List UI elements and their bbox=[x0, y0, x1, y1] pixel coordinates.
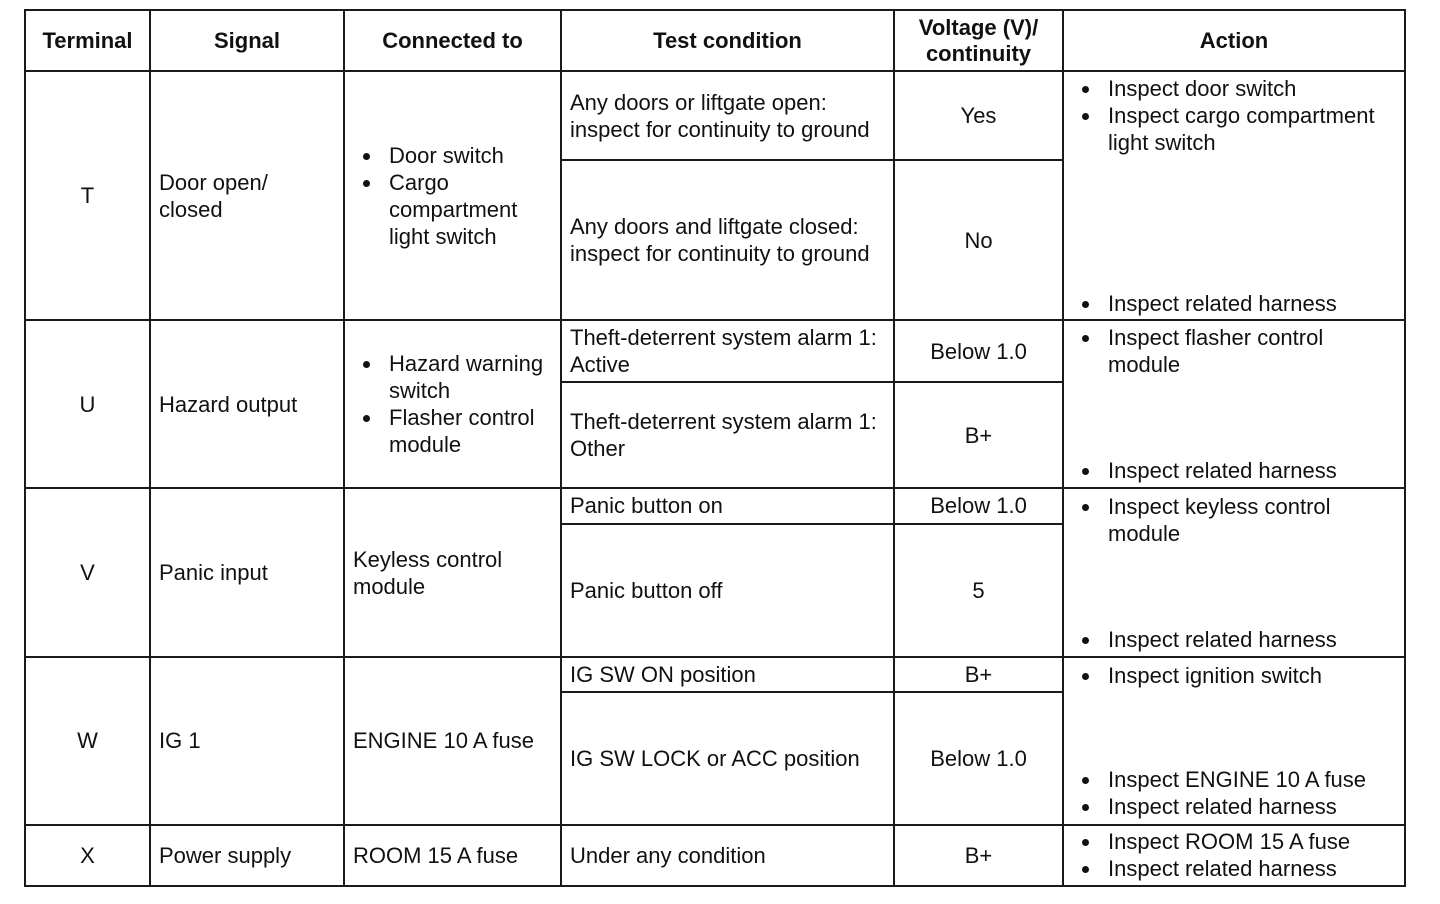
test-condition-cell: Any doors or liftgate open: inspect for continuity to ground bbox=[561, 71, 894, 160]
table-row bbox=[25, 825, 1405, 886]
connected-to-cell: ROOM 15 A fuse bbox=[344, 825, 561, 886]
test-condition-cell: Theft-deterrent system alarm 1: Other bbox=[561, 382, 894, 488]
terminal-inspection-table bbox=[24, 9, 1406, 887]
header-voltage-line1: Voltage (V)/ bbox=[918, 14, 1039, 40]
action-list bbox=[1072, 457, 1396, 484]
list-item: • Hazard warning switch bbox=[383, 350, 552, 404]
value-cell: Below 1.0 bbox=[894, 692, 1063, 825]
terminal-cell: T bbox=[25, 71, 150, 320]
header-action: Action bbox=[1063, 10, 1405, 71]
connected-to-cell: ENGINE 10 A fuse bbox=[344, 657, 561, 825]
signal-cell: Hazard output bbox=[150, 320, 344, 488]
header-voltage bbox=[894, 10, 1063, 71]
list-item: • Inspect door switch bbox=[1102, 75, 1396, 102]
table-row bbox=[25, 320, 1405, 382]
table-row bbox=[25, 71, 1405, 160]
header-voltage-line2: continuity bbox=[925, 40, 1032, 66]
action-list bbox=[1072, 75, 1396, 102]
list-item: • Flasher control module bbox=[383, 404, 552, 458]
signal-cell: Door open/ closed bbox=[150, 71, 344, 320]
list-item: • Inspect related harness bbox=[1102, 793, 1396, 820]
test-condition-cell: IG SW LOCK or ACC position bbox=[561, 692, 894, 825]
test-condition-cell: Panic button off bbox=[561, 524, 894, 657]
action-cell bbox=[1063, 71, 1405, 320]
test-condition-cell: IG SW ON position bbox=[561, 657, 894, 692]
terminal-cell: V bbox=[25, 488, 150, 656]
list-item: • Inspect related harness bbox=[1102, 855, 1396, 882]
list-item: • Inspect cargo compartment light switch bbox=[1102, 102, 1396, 156]
list-item: • Inspect related harness bbox=[1102, 626, 1396, 653]
header-row bbox=[25, 10, 1405, 71]
value-cell: 5 bbox=[894, 524, 1063, 657]
action-cell bbox=[1063, 825, 1405, 886]
test-condition-cell: Any doors and liftgate closed: inspect for continuity to ground bbox=[561, 160, 894, 320]
header-terminal: Terminal bbox=[25, 10, 150, 71]
list-item: • Inspect flasher control module bbox=[1102, 324, 1396, 378]
value-cell: Below 1.0 bbox=[894, 320, 1063, 382]
action-cell bbox=[1063, 657, 1405, 825]
terminal-cell: U bbox=[25, 320, 150, 488]
connected-to-cell bbox=[344, 320, 561, 488]
value-cell: B+ bbox=[894, 382, 1063, 488]
list-item: • Inspect related harness bbox=[1102, 457, 1396, 484]
terminal-cell: X bbox=[25, 825, 150, 886]
list-item: • Cargo compartment light switch bbox=[383, 169, 552, 250]
signal-cell: Panic input bbox=[150, 488, 344, 656]
signal-cell: Power supply bbox=[150, 825, 344, 886]
list-item: • Inspect ENGINE 10 A fuse bbox=[1102, 766, 1396, 793]
value-cell: B+ bbox=[894, 657, 1063, 692]
value-cell: B+ bbox=[894, 825, 1063, 886]
terminal-cell: W bbox=[25, 657, 150, 825]
header-connected-to: Connected to bbox=[344, 10, 561, 71]
action-list bbox=[1072, 766, 1396, 820]
value-cell: Below 1.0 bbox=[894, 488, 1063, 523]
action-list bbox=[1072, 102, 1396, 156]
action-list bbox=[1072, 626, 1396, 653]
action-cell bbox=[1063, 320, 1405, 488]
signal-cell: IG 1 bbox=[150, 657, 344, 825]
header-signal: Signal bbox=[150, 10, 344, 71]
list-item: • Inspect keyless control module bbox=[1102, 493, 1396, 547]
list-item: • Door switch bbox=[383, 142, 552, 169]
connected-to-list bbox=[353, 350, 552, 458]
connected-to-cell: Keyless control module bbox=[344, 488, 561, 656]
action-cell bbox=[1063, 488, 1405, 656]
action-list bbox=[1072, 324, 1396, 378]
list-item: • Inspect related harness bbox=[1102, 290, 1396, 317]
test-condition-cell: Under any condition bbox=[561, 825, 894, 886]
connected-to-cell bbox=[344, 71, 561, 320]
header-test-condition: Test condition bbox=[561, 10, 894, 71]
action-list bbox=[1072, 290, 1396, 317]
action-list bbox=[1072, 662, 1396, 689]
value-cell: No bbox=[894, 160, 1063, 320]
connected-to-list bbox=[353, 142, 552, 250]
table-row bbox=[25, 488, 1405, 523]
test-condition-cell: Theft-deterrent system alarm 1: Active bbox=[561, 320, 894, 382]
list-item: • Inspect ignition switch bbox=[1102, 662, 1396, 689]
value-cell: Yes bbox=[894, 71, 1063, 160]
list-item: • Inspect ROOM 15 A fuse bbox=[1102, 828, 1396, 855]
action-list bbox=[1072, 493, 1396, 547]
action-list bbox=[1072, 828, 1396, 882]
test-condition-cell: Panic button on bbox=[561, 488, 894, 523]
table-row bbox=[25, 657, 1405, 692]
